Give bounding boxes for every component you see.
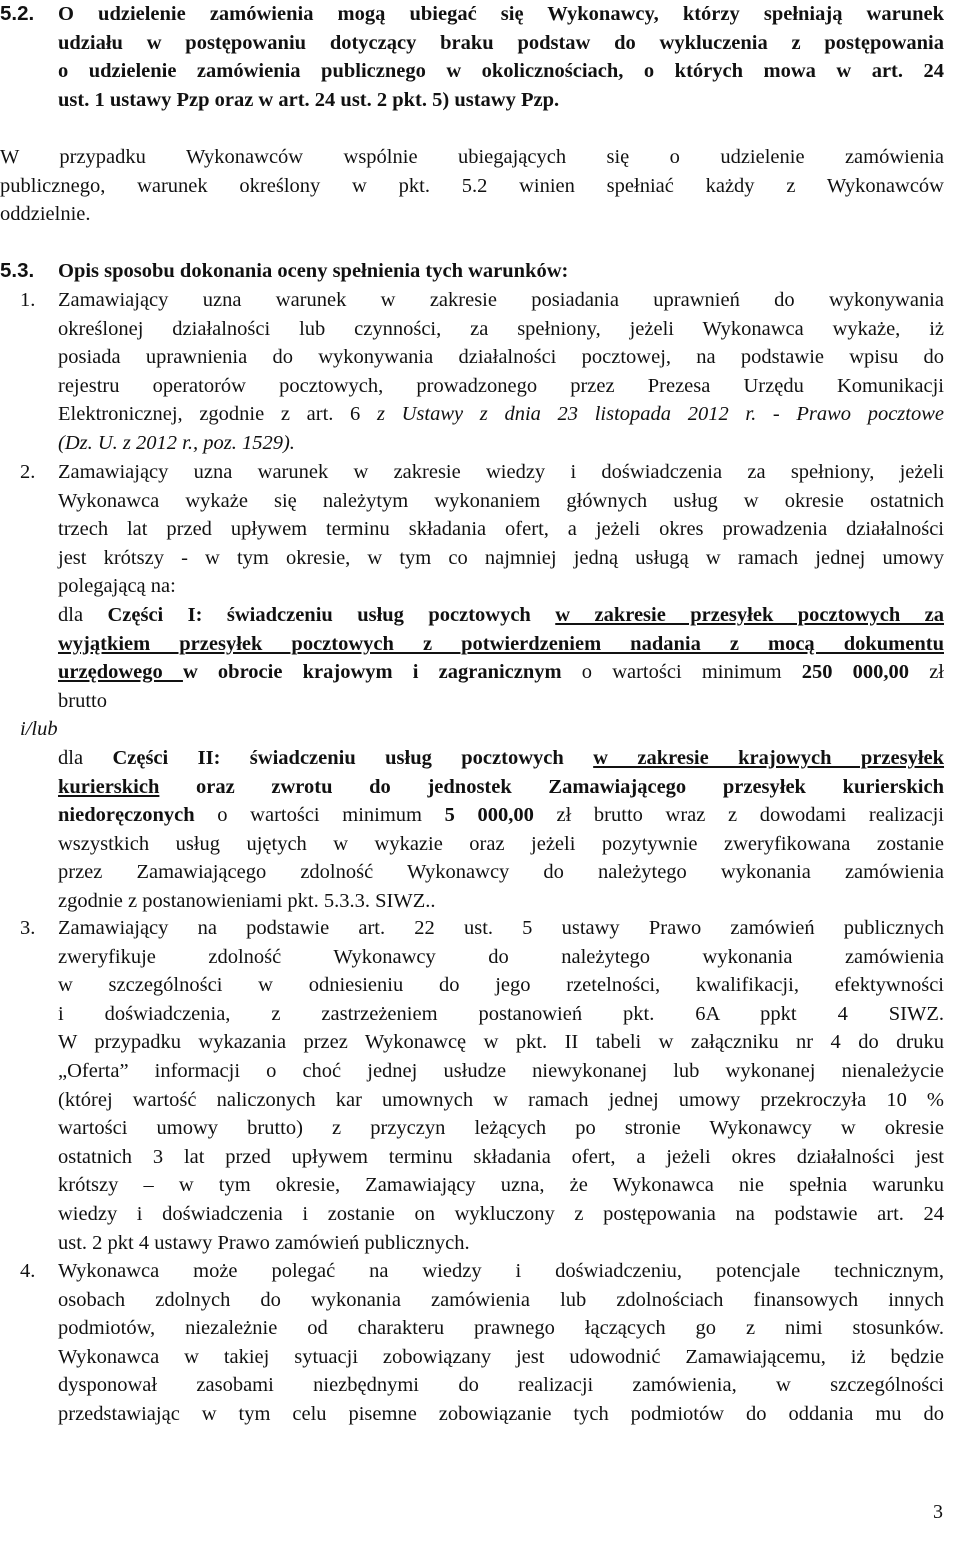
item-number: 3.: [20, 917, 36, 939]
text-line: Wykonawca wykaże się należytym wykonaniem głównych usług w okresie ostatnich: [58, 489, 944, 512]
text-line: publicznego, warunek określony w pkt. 5.2 winien spełniać każdy z Wykonawców: [0, 174, 944, 197]
text-span: o wartości minimum: [194, 804, 445, 827]
text-line: [58, 601, 944, 630]
list-item-1: [0, 286, 944, 458]
text-line: [58, 658, 944, 687]
item-number: 2.: [20, 461, 36, 483]
section-5-3: [0, 257, 944, 286]
underlined-scope: wyjątkiem przesyłek pocztowych z potwierdzeniem nadania z mocą dokumentu: [58, 632, 944, 655]
bold-text: oraz zwrotu do jednostek Zamawiającego przesyłek kurierskich: [159, 775, 944, 798]
text-line: przedstawiając w tym celu pisemne zobowiązanie tych podmiotów do oddania mu do: [58, 1402, 944, 1425]
text-line: posiada uprawnienia do wykonywania działalności pocztowej, na podstawie wpisu do: [58, 346, 944, 369]
text-line: oddzielnie.: [0, 203, 91, 226]
text-span: dla: [58, 603, 108, 626]
text-line: O udzielenie zamówienia mogą ubiegać się Wykonawcy, którzy spełniają warunek: [58, 3, 944, 25]
item-number: 4.: [20, 1260, 36, 1282]
or-separator: i/lub: [20, 718, 58, 741]
underlined-scope: kurierskich: [58, 775, 160, 798]
text-line: Zamawiający uzna warunek w zakresie wiedzy i doświadczenia za spełniony, jeżeli: [58, 461, 944, 483]
text-line: brutto: [58, 689, 107, 712]
text-span: zł: [909, 661, 945, 684]
text-line: [58, 400, 944, 429]
section-5-2: [0, 0, 944, 114]
text-span: Elektronicznej, zgodnie z art. 6: [58, 403, 377, 426]
text-line: w szczególności w odniesieniu do jego rzetelności, kwalifikacji, efektywności: [58, 974, 944, 997]
text-line: wartości umowy brutto) z przyczyn leżących po stronie Wykonawcy w okresie: [58, 1117, 944, 1140]
text-span: o wartości minimum: [561, 661, 802, 684]
text-line: jest krótszy - w tym okresie, w tym co najmniej jedną usługą w ramach jednej umowy: [58, 546, 944, 569]
underlined-scope: w zakresie krajowych przesyłek: [593, 746, 945, 769]
text-line: przez Zamawiającego zdolność Wykonawcy do należytego wykonania zamówienia: [58, 861, 944, 884]
text-span: dla: [58, 746, 113, 769]
underlined-scope: urzędowego: [58, 661, 183, 684]
amount: 250 000,00: [801, 661, 910, 684]
page-number: 3: [933, 1501, 943, 1523]
text-line: W przypadku wykazania przez Wykonawcę w pkt. II tabeli w załączniku nr 4 do druku: [58, 1031, 944, 1054]
text-line: [58, 630, 944, 659]
text-line: trzech lat przed upływem terminu składania ofert, a jeżeli okres prowadzenia działalności: [58, 518, 944, 541]
text-line: dysponował zasobami niezbędnymi do realizacji zamówienia, w szczególności: [58, 1374, 944, 1397]
section-number: 5.2.: [0, 2, 35, 25]
text-line: polegającą na:: [58, 575, 176, 598]
legal-reference: (Dz. U. z 2012 r., poz. 1529).: [58, 431, 295, 454]
text-span: zł brutto wraz z dowodami realizacji: [533, 804, 944, 827]
text-line: Wykonawca w takiej sytuacji zobowiązany jest udowodnić Zamawiającemu, iż będzie: [58, 1345, 944, 1368]
list-item-4: [0, 1257, 944, 1429]
list-item-2: [0, 458, 944, 916]
text-line: ostatnich 3 lat przed upływem terminu składania ofert, a jeżeli okres działalności jest: [58, 1145, 944, 1168]
text-line: ust. 1 ustawy Pzp oraz w art. 24 ust. 2 pkt. 5) ustawy Pzp.: [58, 88, 560, 111]
part-title: Części I: świadczeniu usług pocztowych: [107, 603, 556, 626]
legal-reference: z Ustawy z dnia 23 listopada 2012 r. - Prawo pocztowe: [376, 403, 945, 426]
text-line: [58, 801, 944, 830]
text-line: ust. 2 pkt 4 ustawy Prawo zamówień publicznych.: [58, 1231, 470, 1254]
text-line: W przypadku Wykonawców wspólnie ubiegających się o udzielenie zamówienia: [0, 146, 944, 168]
section-number: 5.3.: [0, 259, 35, 282]
text-line: Zamawiający uzna warunek w zakresie posiadania uprawnień do wykonywania: [58, 289, 944, 311]
part-title: Części II: świadczeniu usług pocztowych: [112, 746, 594, 769]
item-number: 1.: [20, 289, 36, 311]
text-line: [58, 773, 944, 802]
bold-text: w obrocie krajowym i zagranicznym: [182, 661, 562, 684]
text-line: zweryfikuje zdolność Wykonawcy do należytego wykonania zamówienia: [58, 945, 944, 968]
section-5-2-paragraph: [0, 143, 944, 229]
section-heading: Opis sposobu dokonania oceny spełnienia tych warunków:: [58, 260, 569, 282]
amount: 5 000,00: [444, 804, 534, 827]
text-line: [58, 429, 944, 458]
text-line: Wykonawca może polegać na wiedzy i doświadczeniu, potencjale technicznym,: [58, 1260, 944, 1282]
text-line: [58, 744, 944, 773]
section-5-2-text: [58, 0, 944, 114]
text-line: „Oferta” informacji o choć jednej usłudze niewykonanej lub wykonanej nienależycie: [58, 1059, 944, 1082]
bold-text: niedoręczonych: [58, 804, 195, 827]
text-line: określonej działalności lub czynności, za spełniony, jeżeli Wykonawca wykaże, iż: [58, 317, 944, 340]
text-line: wszystkich usług ujętych w wykazie oraz jeżeli pozytywnie zweryfikowana zostanie: [58, 832, 944, 855]
text-line: (której wartość naliczonych kar umownych w ramach jednej umowy przekroczyła 10 %: [58, 1088, 944, 1111]
text-line: i doświadczenia, z zastrzeżeniem postanowień pkt. 6A ppkt 4 SIWZ.: [58, 1002, 944, 1025]
text-line: wiedzy i doświadczenia i zostanie on wykluczony z postępowania na podstawie art. 24: [58, 1202, 944, 1225]
text-line: o udzielenie zamówienia publicznego w okolicznościach, o których mowa w art. 24: [58, 60, 944, 83]
text-line: zgodnie z postanowieniami pkt. 5.3.3. SIWZ..: [58, 889, 436, 912]
text-line: podmiotów, niezależnie od charakteru prawnego łączących go z nimi stosunków.: [58, 1317, 944, 1340]
text-line: osobach zdolnych do wykonania zamówienia lub zdolnościach finansowych innych: [58, 1288, 944, 1311]
text-line: krótszy – w tym okresie, Zamawiający uzna, że Wykonawca nie spełnia warunku: [58, 1174, 944, 1197]
text-line: Zamawiający na podstawie art. 22 ust. 5 ustawy Prawo zamówień publicznych: [58, 917, 944, 939]
text-line: rejestru operatorów pocztowych, prowadzonego przez Prezesa Urzędu Komunikacji: [58, 374, 944, 397]
list-item-3: [0, 914, 944, 1257]
underlined-scope: w zakresie przesyłek pocztowych za: [555, 603, 945, 626]
text-line: udziału w postępowaniu dotyczący braku podstaw do wykluczenia z postępowania: [58, 31, 944, 54]
